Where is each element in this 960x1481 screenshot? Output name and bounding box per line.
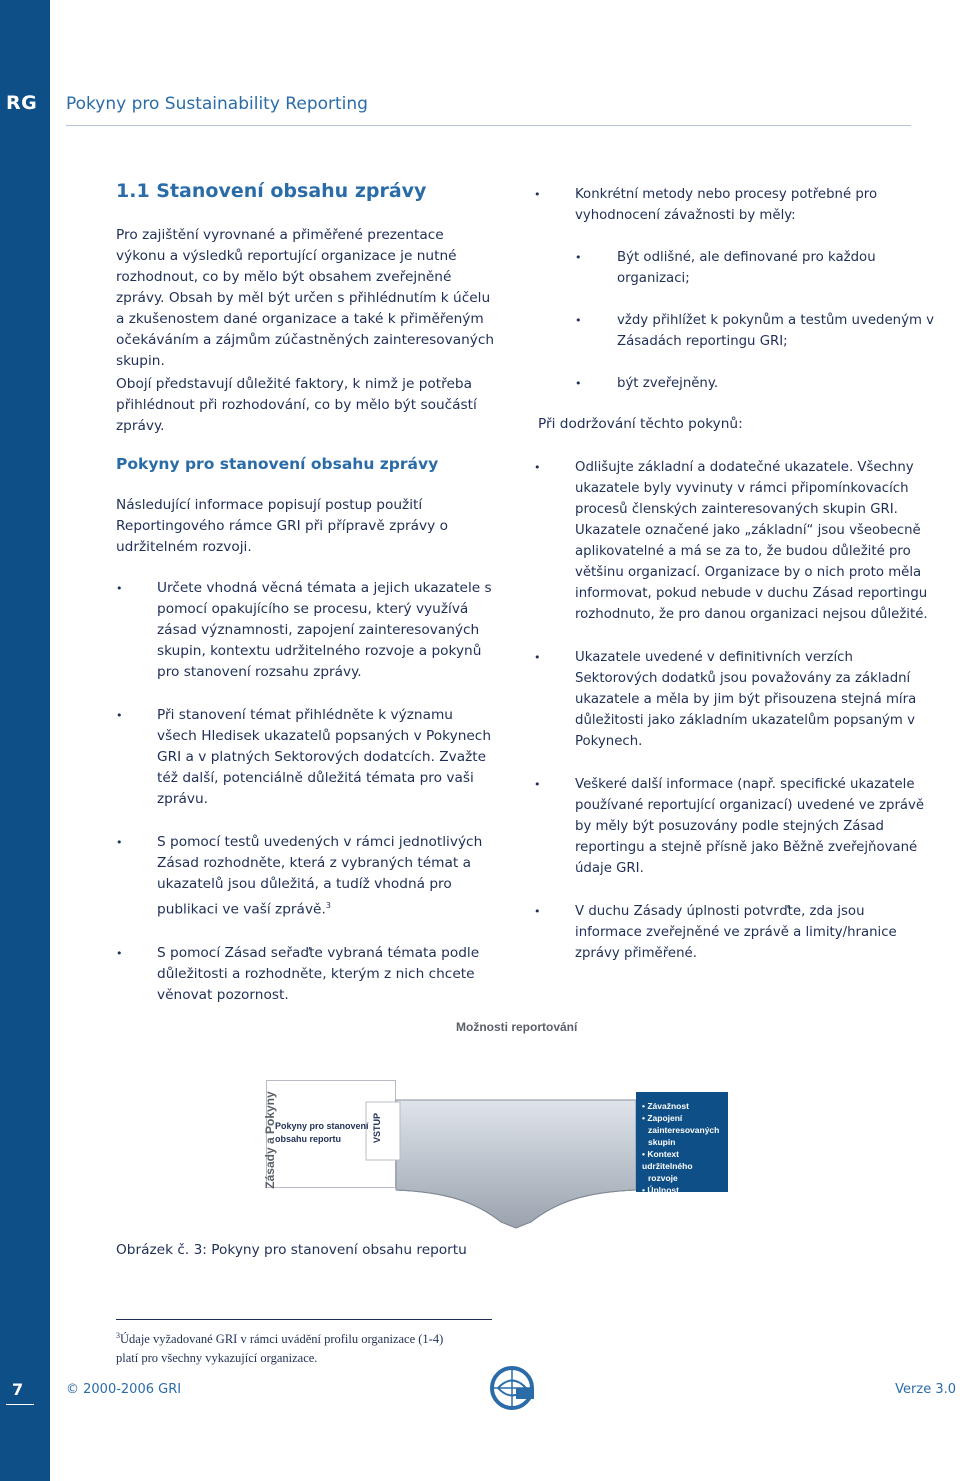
section-heading: 1.1 Stanovení obsahu zprávy: [116, 180, 427, 202]
list-item: • Veškeré další informace (např. specifické ukazatele používané reportující organizací) uvedené ve zprávě by měly být posuzovány podle stejných Zásad reportingu a stejně přísně jako Běžně zveřejňované údaje GRI.: [534, 774, 934, 879]
version-label: Verze 3.0: [895, 1382, 956, 1397]
guidance-lead: Při dodržování těchto pokynů:: [538, 416, 743, 432]
input-label: VSTUP: [372, 1112, 383, 1144]
subsection-heading: Pokyny pro stanovení obsahu zprávy: [116, 455, 439, 473]
sub-list-item: • být zveřejněny.: [575, 373, 934, 394]
side-label: Zásady a Pokyny: [263, 1091, 277, 1189]
copyright: © 2000-2006 GRI: [66, 1382, 182, 1397]
guidelines-box-label: Pokyny pro stanovení obsahu reportu: [275, 1121, 369, 1144]
bullet-icon: •: [534, 905, 541, 918]
list-item: • S pomocí Zásad seřaďte vybraná témata podle důležitosti a rozhodněte, kterým z nich chcete věnovat pozornost.: [116, 944, 480, 1003]
bullet-icon: •: [116, 582, 123, 595]
sidebar-band: [0, 0, 50, 1481]
list-item: • Určete vhodná věcná témata a jejich ukazatele s pomocí opakujícího se procesu, který využívá zásad významnosti, zapojení zainteresovaných skupin, kontextu udržitelného rozvoje a pokynů pro stanovení rozsahu zprávy.: [116, 580, 492, 680]
header-divider: [66, 125, 911, 126]
bullet-icon: •: [116, 709, 123, 722]
list-item: • Při stanovení témat přihlédněte k významu všech Hledisek ukazatelů popsaných v Pokynech GRI a v platných Sektorových dodatcích. Zvažte též další, potenciálně důležitá témata pro vaši zprávu.: [116, 707, 491, 807]
bullet-icon: •: [575, 377, 582, 390]
footnote-reference: 3: [325, 901, 331, 910]
footnote-divider: [116, 1319, 492, 1320]
page-number-rule: [6, 1404, 34, 1405]
section-code: RG: [6, 92, 38, 114]
output-item: zainteresovaných: [648, 1125, 720, 1135]
bullet-icon: •: [534, 778, 541, 791]
footnote: $^3$Údaje vyžadované GRI v rámci uvádění profilu organizace (1-4) platí pro všechny vykazující organizace.: [116, 1331, 444, 1366]
output-item: • Kontext udržitelného: [642, 1149, 693, 1171]
footnote-number: 3: [116, 1331, 120, 1340]
list-item: • Ukazatele uvedené v definitivních verzích Sektorových dodatků jsou považovány za základní ukazatele a měla by jim být přisouzena stejná míra důležitosti jako základním ukazatelům popsaným v Pokynech.: [534, 647, 934, 752]
intro-paragraph: Pro zajištění vyrovnané a přiměřené prezentace výkonu a výsledků reportující organizace je nutné rozhodnout, co by mělo být obsahem zveřejněné zprávy. Obsah by měl být určen s přihlédnutím k účelu a zkušenostem dané organizace a také k přiměřeným očekáváním a zájmům zúčastněných zainteresovaných skupin.: [116, 227, 495, 369]
funnel-shape: [396, 1100, 636, 1228]
bullet-icon: •: [575, 314, 582, 327]
sub-list-item: • vždy přihlížet k pokynům a testům uvedeným v Zásadách reportingu GRI;: [575, 310, 934, 352]
page-number: 7: [12, 1380, 24, 1399]
output-item: rozvoje: [648, 1173, 678, 1183]
bullet-icon: •: [575, 251, 582, 264]
list-item: • V duchu Zásady úplnosti potvrďte, zda jsou informace zveřejněné ve zprávě a limity/hranice zprávy přiměřené.: [534, 901, 934, 964]
bullet-icon: •: [534, 651, 541, 664]
bullet-icon: •: [116, 946, 123, 960]
diagram-title: Možnosti reportování: [456, 1020, 578, 1034]
running-header: Pokyny pro Sustainability Reporting: [66, 94, 368, 114]
right-column: [534, 184, 934, 986]
list-item: • Konkrétní metody nebo procesy potřebné pro vyhodnocení závažnosti by měly: • Být odlišné, ale definované pro každou organizaci; • vždy přihlížet k pokynům a testům uvedeným v Zásadách reportingu GRI; • být zveřejněny.: [534, 184, 934, 394]
outputs-box: [636, 1092, 728, 1195]
bullet-icon: •: [116, 836, 123, 849]
left-column: [116, 180, 496, 1028]
gri-logo-icon: [488, 1363, 538, 1417]
output-item: • Závažnost: [642, 1101, 689, 1111]
output-item: • Zapojení: [642, 1113, 683, 1123]
sub-list-item: • Být odlišné, ale definované pro každou organizaci;: [575, 247, 934, 289]
right-bullet-list: [534, 184, 934, 394]
bullet-icon: •: [534, 461, 541, 474]
intro-paragraph-2: Obojí představují důležité faktory, k nimž je potřeba přihlédnout při rozhodování, co by mělo být součástí zprávy.: [116, 376, 477, 434]
reporting-funnel-diagram: [226, 1010, 746, 1230]
list-item: • S pomocí testů uvedených v rámci jednotlivých Zásad rozhodněte, která z vybraných témat a ukazatelů jsou důležitá, a tudíž vhodná pro publikaci ve vaší zprávě.$^3$: [116, 834, 483, 918]
sub-bullet-list: [575, 247, 934, 394]
lead-paragraph: Následující informace popisují postup použití Reportingového rámce GRI při přípravě zprávy o udržitelném rozvoji.: [116, 497, 448, 555]
left-bullet-list: [116, 578, 496, 1006]
right-bullet-list-2: [534, 457, 934, 964]
output-item: skupin: [648, 1137, 676, 1147]
list-item: • Odlišujte základní a dodatečné ukazatele. Všechny ukazatele byly vyvinuty v rámci připomínkovacích procesů členských zainteresovaných skupin GRI. Ukazatele označené jako „základní“ jsou všeobecně aplikovatelné a má se za to, že budou důležité pro většinu organizací. Organizace by o nich proto měla informovat, pokud nebude v duchu Zásad reportingu rozhodnuto, že pro danou organizaci nejsou důležité.: [534, 457, 934, 625]
figure-caption: Obrázek č. 3: Pokyny pro stanovení obsahu reportu: [116, 1242, 467, 1258]
output-item: • Úplnost: [642, 1185, 679, 1195]
bullet-icon: •: [534, 188, 541, 201]
